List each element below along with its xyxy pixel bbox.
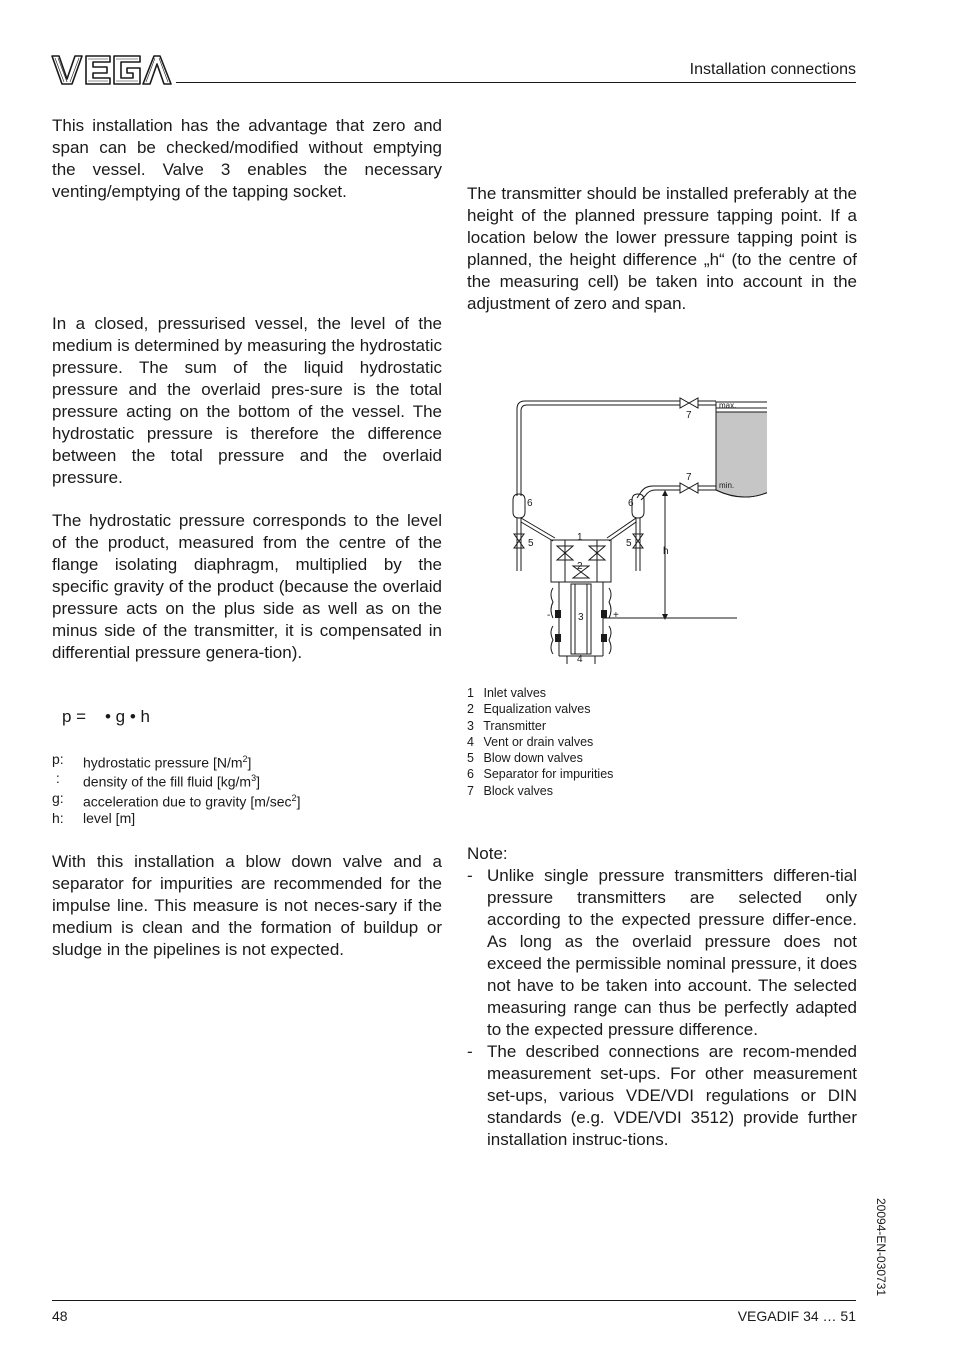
- note-item: [467, 865, 857, 1041]
- block-valve-upper: [680, 398, 698, 408]
- note-item: [467, 1041, 857, 1151]
- note-dash: -: [467, 866, 473, 885]
- paragraph-hydrostatic-pressure: The hydrostatic pressure corresponds to the level of the product, measured from the centre of the flange isolating diaphragm, multiplied by the specific gravity of the product (because the overlaid pressure acts on the plus side as well as on the minus side of the transmitter, it is compensated in differential pressure genera-tion).: [52, 511, 442, 662]
- note-dash: -: [467, 1042, 473, 1061]
- separator-right: [632, 494, 644, 518]
- formula: p = • g • h: [62, 707, 150, 726]
- paragraph-blow-down: With this installation a blow down valve and a separator for impurities are recommended for the impulse line. This measure is not neces-sary if the medium is clean and the formation of buildup or sludge in the pipelines is not expected.: [52, 852, 442, 959]
- note-text: Unlike single pressure transmitters differen-tial pressure transmitters are selected only according to the expected pressure differ-ence. As long as the overlaid pressure does not exceed the permissible nominal pressure, it does not have to be taken into account. The selected measuring range can thus be perfectly adapted to the expected pressure difference.: [487, 866, 857, 1039]
- footer-rule: [52, 1300, 856, 1301]
- label-2: 2: [577, 561, 583, 572]
- legend-symbol: p:: [52, 751, 64, 767]
- separator-left: [513, 494, 525, 518]
- label-7-upper: 7: [686, 410, 692, 421]
- legend-symbol: h:: [52, 810, 64, 826]
- note-section: [467, 843, 857, 1151]
- installation-diagram: [467, 388, 767, 670]
- label-plus: +: [613, 610, 619, 621]
- min-label: min.: [719, 481, 735, 490]
- label-minus: -: [547, 610, 551, 621]
- legend-text: hydrostatic pressure $[N/m^2]$: [83, 754, 252, 771]
- label-4: 4: [577, 654, 583, 665]
- header-rule: [176, 82, 856, 83]
- legend-text: acceleration due to gravity $[m/\sec^2]$: [83, 793, 301, 810]
- legend-symbol: :: [52, 770, 60, 786]
- list-item: 4 Vent or drain valves: [467, 734, 594, 749]
- legend-text: level [m]: [83, 810, 136, 826]
- note-text: The described connections are recom-mended measurement set-ups. For other measurement set-ups, various VDE/VDI regulations or DIN standards (e.g. VDE/VDI 3512) provide further installation instruc-tions.: [487, 1042, 857, 1149]
- note-title: Note:: [467, 844, 508, 863]
- list-item: 3 Transmitter: [467, 718, 546, 733]
- paragraph-closed-vessel: In a closed, pressurised vessel, the level of the medium is determined by measuring the hydrostatic pressure. The sum of the liquid hydrostatic pressure and the overlaid pres-sure is the total pressure acting on the bottom of the vessel. The hydrostatic pressure is therefore the difference between the total pressure and the overlaid pressure.: [52, 314, 442, 487]
- blow-down-valve-left: [514, 534, 524, 548]
- label-h: h: [663, 546, 669, 557]
- list-item: 1 Inlet valves: [467, 686, 547, 700]
- list-item: 2 Equalization valves: [467, 702, 591, 717]
- vega-logo: [50, 52, 172, 88]
- page-number: 48: [52, 1308, 68, 1324]
- max-label: max.: [719, 401, 737, 410]
- document-code: 20094-EN-030731: [874, 1198, 888, 1297]
- list-item: 6 Separator for impurities: [467, 767, 614, 782]
- label-5-left: 5: [528, 538, 534, 549]
- legend-symbol: g:: [52, 790, 64, 806]
- block-valve-lower: [680, 483, 698, 493]
- label-1: 1: [577, 532, 583, 543]
- component-list: [467, 685, 613, 799]
- label-6-left: 6: [527, 498, 533, 509]
- blow-down-valve-right: [633, 534, 643, 548]
- label-5-right: 5: [626, 538, 632, 549]
- product-name: VEGADIF 34 … 51: [737, 1308, 856, 1324]
- label-3: 3: [578, 612, 584, 623]
- section-title: Installation connections: [689, 61, 856, 78]
- label-6-right: 6: [628, 498, 634, 509]
- list-item: 5 Blow down valves: [467, 751, 583, 766]
- label-7-lower: 7: [686, 472, 692, 483]
- paragraph-transmitter-height: The transmitter should be installed preferably at the height of the planned pressure tapping point. If a location below the lower pressure tapping point is planned, the height difference „h“ (to the centre of the measuring cell) be taken into account in the adjustment of zero and span.: [467, 184, 857, 313]
- paragraph-advantage: This installation has the advantage that zero and span can be checked/modified without emptying the vessel. Valve 3 enables the necessary venting/emptying of the tapping socket.: [52, 116, 442, 201]
- list-item: 7 Block valves: [467, 783, 553, 798]
- legend-text: density of the fill fluid $[kg/m^3]$: [83, 773, 260, 790]
